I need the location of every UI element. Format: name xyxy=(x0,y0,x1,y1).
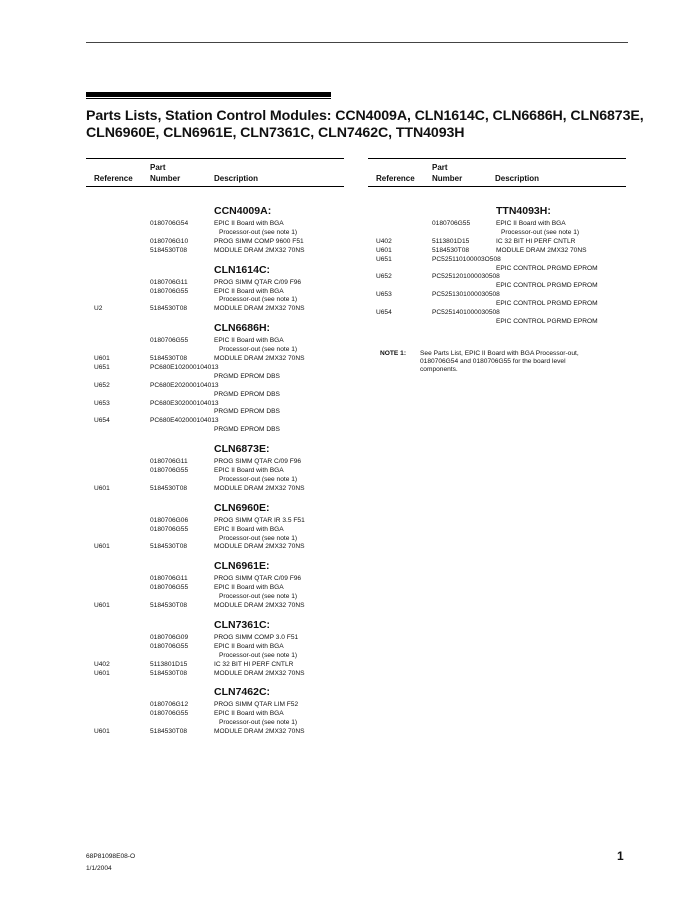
right-col-part-line2: Number xyxy=(432,174,463,183)
right-parts-list xyxy=(376,0,626,898)
part-number-cell: 5184530T08 xyxy=(150,602,188,609)
part-number-cell: 0180706G55 xyxy=(150,525,189,533)
part-number-cell: PC5251201000030508 xyxy=(432,273,500,281)
part-number-cell: 0180706G55 xyxy=(150,467,189,474)
table-row xyxy=(94,337,344,346)
table-row xyxy=(94,643,344,652)
table-row xyxy=(94,661,344,670)
reference-cell: U2 xyxy=(94,305,103,313)
reference-cell: U601 xyxy=(94,543,110,551)
left-col-part-line2: Number xyxy=(150,174,181,183)
part-number-cell: 0180706G11 xyxy=(150,575,188,583)
page-title: Parts Lists, Station Control Modules: CCN4009A, CLN1614C, CLN6686H, CLN6873E, CLN6960E, CLN6961E, CLN7361C, CLN7462C, TTN4093H xyxy=(86,108,644,141)
description-cell: PRGMD EPROM DBS xyxy=(214,390,280,398)
table-row xyxy=(376,238,626,247)
section-heading: TTN4093H: xyxy=(496,205,551,217)
description-cell: PROG SIMM QTAR C/09 F96 xyxy=(214,458,302,466)
table-row xyxy=(94,364,344,373)
reference-cell: U601 xyxy=(94,355,110,362)
reference-cell: U654 xyxy=(94,417,110,425)
table-row xyxy=(94,296,344,305)
part-number-cell: 5184530T08 xyxy=(150,355,188,362)
table-row xyxy=(94,355,344,364)
note-line: See Parts List, EPIC II Board with BGA Processor-out, xyxy=(420,350,579,357)
description-cell: EPIC II Board with BGA xyxy=(214,337,284,345)
footer-doc-number: 68P81098E08-O xyxy=(86,853,136,860)
table-row xyxy=(94,220,344,229)
part-number-cell: 5184530T08 xyxy=(432,246,470,254)
table-row xyxy=(376,318,626,327)
table-row xyxy=(94,458,344,467)
description-cell: EPIC II Board with BGA xyxy=(214,467,284,474)
description-cell: Processor-out (see note 1) xyxy=(219,346,298,354)
table-row xyxy=(94,229,344,238)
part-number-cell: 0180706G55 xyxy=(150,642,189,650)
right-col-description: Description xyxy=(495,174,540,183)
table-row xyxy=(94,526,344,535)
part-number-cell: PC680E402000104013 xyxy=(150,417,219,425)
table-row xyxy=(94,391,344,400)
description-cell: Processor-out (see note 1) xyxy=(501,228,580,236)
reference-cell: U653 xyxy=(94,399,110,407)
part-number-cell: PC5251301000030508 xyxy=(432,291,500,299)
part-number-cell: 0180706G12 xyxy=(150,701,189,709)
part-number-cell: PC680E302000104013 xyxy=(150,399,219,407)
right-col-reference: Reference xyxy=(376,174,415,183)
description-cell: PRGMD EPROM DBS xyxy=(214,372,280,380)
description-cell: EPIC CONTROL PRGMD EPROM xyxy=(496,282,598,290)
reference-cell: U601 xyxy=(94,728,110,736)
part-number-cell: PC680E102000104013 xyxy=(150,363,219,371)
reference-cell: U601 xyxy=(94,669,110,677)
description-cell: MODULE DRAM 2MX32 70NS xyxy=(214,543,305,551)
reference-cell: U652 xyxy=(94,381,110,389)
description-cell: IC 32 BIT HI PERF CNTLR xyxy=(214,660,294,668)
table-row xyxy=(376,291,626,300)
description-cell: EPIC II Board with BGA xyxy=(214,287,284,295)
left-parts-list xyxy=(94,0,344,898)
table-row xyxy=(376,273,626,282)
note-line: components. xyxy=(420,366,458,373)
table-row xyxy=(94,535,344,544)
part-number-cell: 5184530T08 xyxy=(150,728,188,736)
table-row xyxy=(94,728,344,737)
part-number-cell: 0180706G06 xyxy=(150,516,189,524)
description-cell: MODULE DRAM 2MX32 70NS xyxy=(214,669,305,677)
reference-cell: U601 xyxy=(94,602,110,609)
description-cell: EPIC CONTROL PRGMD EPROM xyxy=(496,300,598,308)
table-row xyxy=(376,220,626,229)
description-cell: PROG SIMM QTAR C/09 F96 xyxy=(214,575,302,583)
description-cell: EPIC II Board with BGA xyxy=(214,220,284,227)
note-line: 0180706G54 and 0180706G55 for the board level xyxy=(420,358,566,365)
right-col-part-line1: Part xyxy=(432,163,448,172)
description-cell: PROG SIMM COMP 9600 F51 xyxy=(214,237,304,245)
part-number-cell: PC680E202000104013 xyxy=(150,381,219,389)
description-cell: EPIC CONTROL PRGMD EPROM xyxy=(496,264,598,272)
reference-cell: U652 xyxy=(376,273,392,281)
description-cell: MODULE DRAM 2MX32 70NS xyxy=(496,246,587,254)
table-row xyxy=(376,282,626,291)
part-number-cell: 0180706G54 xyxy=(150,220,189,227)
section-heading: CLN7361C: xyxy=(214,618,271,631)
note-label: NOTE 1: xyxy=(380,350,407,357)
reference-cell: U651 xyxy=(94,363,110,371)
table-row xyxy=(94,652,344,661)
reference-cell: U402 xyxy=(94,660,110,668)
description-cell: Processor-out (see note 1) xyxy=(219,475,298,483)
part-number-cell: PC5251401000030508 xyxy=(432,309,500,316)
part-number-cell: 0180706G55 xyxy=(150,337,189,345)
table-row xyxy=(94,543,344,552)
description-cell: Processor-out (see note 1) xyxy=(219,593,298,601)
left-col-part-line1: Part xyxy=(150,163,166,172)
table-row xyxy=(94,602,344,611)
table-row xyxy=(94,575,344,584)
table-row xyxy=(94,346,344,355)
description-cell: MODULE DRAM 2MX32 70NS xyxy=(214,305,305,313)
reference-cell: U654 xyxy=(376,309,392,316)
table-row xyxy=(376,247,626,256)
table-row xyxy=(94,670,344,679)
part-number-cell: 0180706G11 xyxy=(150,458,188,466)
description-cell: Processor-out (see note 1) xyxy=(219,296,298,304)
section-heading: CLN6873E: xyxy=(214,443,270,456)
part-number-cell: 0180706G09 xyxy=(150,633,189,641)
table-row xyxy=(376,256,626,265)
part-number-cell: 5184530T08 xyxy=(150,246,188,254)
table-row xyxy=(94,701,344,710)
description-cell: MODULE DRAM 2MX32 70NS xyxy=(214,246,305,254)
reference-cell: U653 xyxy=(376,291,392,299)
table-row xyxy=(94,382,344,391)
table-row xyxy=(94,485,344,494)
reference-cell: U601 xyxy=(94,484,110,492)
left-col-reference: Reference xyxy=(94,174,133,183)
description-cell: MODULE DRAM 2MX32 70NS xyxy=(214,484,305,492)
note-text xyxy=(420,350,630,374)
description-cell: MODULE DRAM 2MX32 70NS xyxy=(214,728,305,736)
page-number: 1 xyxy=(617,849,624,863)
part-number-cell: 5113801D15 xyxy=(150,660,188,668)
part-number-cell: 0180706G55 xyxy=(150,287,189,295)
left-col-description: Description xyxy=(214,174,259,183)
footer-date: 1/1/2004 xyxy=(86,865,112,872)
table-row xyxy=(94,634,344,643)
table-row xyxy=(94,288,344,297)
part-number-cell: 0180706G55 xyxy=(150,584,189,592)
part-number-cell: PC525110100003O508 xyxy=(432,255,501,263)
table-row xyxy=(94,710,344,719)
table-row xyxy=(94,719,344,728)
table-row xyxy=(376,309,626,318)
description-cell: EPIC CONTROL PGRMD EPROM xyxy=(496,317,598,325)
table-row xyxy=(94,417,344,426)
table-row xyxy=(94,467,344,476)
section-heading: CLN6960E: xyxy=(214,501,270,514)
section-heading: CLN7462C: xyxy=(214,686,271,699)
description-cell: Processor-out (see note 1) xyxy=(219,534,298,542)
table-row xyxy=(94,476,344,485)
reference-cell: U402 xyxy=(376,237,392,245)
description-cell: Processor-out (see note 1) xyxy=(219,719,298,727)
description-cell: PROG SIMM QTAR IR 3.5 F51 xyxy=(214,516,305,524)
table-row xyxy=(94,238,344,247)
part-number-cell: 5184530T08 xyxy=(150,484,188,492)
table-row xyxy=(376,300,626,309)
part-number-cell: 0180706G55 xyxy=(150,710,189,718)
part-number-cell: 5113801D15 xyxy=(432,237,470,245)
table-row xyxy=(94,247,344,256)
part-number-cell: 0180706G55 xyxy=(432,220,471,227)
description-cell: PROG SIMM QTAR C/09 F96 xyxy=(214,278,302,286)
description-cell: PRGMD EPROM DBS xyxy=(214,408,280,416)
reference-cell: U601 xyxy=(376,246,392,254)
description-cell: PROG SIMM COMP 3.0 F51 xyxy=(214,633,299,641)
description-cell: PRGMD EPROM DBS xyxy=(214,426,280,434)
reference-cell: U651 xyxy=(376,255,392,263)
table-row xyxy=(94,305,344,314)
table-row xyxy=(94,593,344,602)
table-row xyxy=(94,584,344,593)
section-heading: CLN6961E: xyxy=(214,560,270,573)
description-cell: Processor-out (see note 1) xyxy=(219,651,298,659)
table-row xyxy=(94,517,344,526)
part-number-cell: 5184530T08 xyxy=(150,543,188,551)
description-cell: PROG SIMM QTAR LIM F52 xyxy=(214,701,299,709)
part-number-cell: 5184530T08 xyxy=(150,305,188,313)
table-row xyxy=(94,426,344,435)
description-cell: Processor-out (see note 1) xyxy=(219,228,298,236)
table-row xyxy=(376,265,626,274)
section-heading: CLN6686H: xyxy=(214,322,271,335)
description-cell: EPIC II Board with BGA xyxy=(214,710,284,718)
table-row xyxy=(94,373,344,382)
part-number-cell: 0180706G11 xyxy=(150,278,188,286)
description-cell: IC 32 BIT HI PERF CNTLR xyxy=(496,237,576,245)
table-row xyxy=(94,408,344,417)
description-cell: MODULE DRAM 2MX32 70NS xyxy=(214,602,305,609)
description-cell: EPIC II Board with BGA xyxy=(496,220,566,227)
section-heading: CLN1614C: xyxy=(214,263,271,276)
description-cell: MODULE DRAM 2MX32 70NS xyxy=(214,355,305,362)
part-number-cell: 5184530T08 xyxy=(150,669,188,677)
description-cell: EPIC II Board with BGA xyxy=(214,642,284,650)
description-cell: EPIC II Board with BGA xyxy=(214,584,284,592)
table-row xyxy=(94,279,344,288)
section-heading: CCN4009A: xyxy=(214,205,272,217)
part-number-cell: 0180706G10 xyxy=(150,237,189,245)
table-row xyxy=(376,229,626,238)
description-cell: EPIC II Board with BGA xyxy=(214,525,284,533)
table-row xyxy=(94,400,344,409)
